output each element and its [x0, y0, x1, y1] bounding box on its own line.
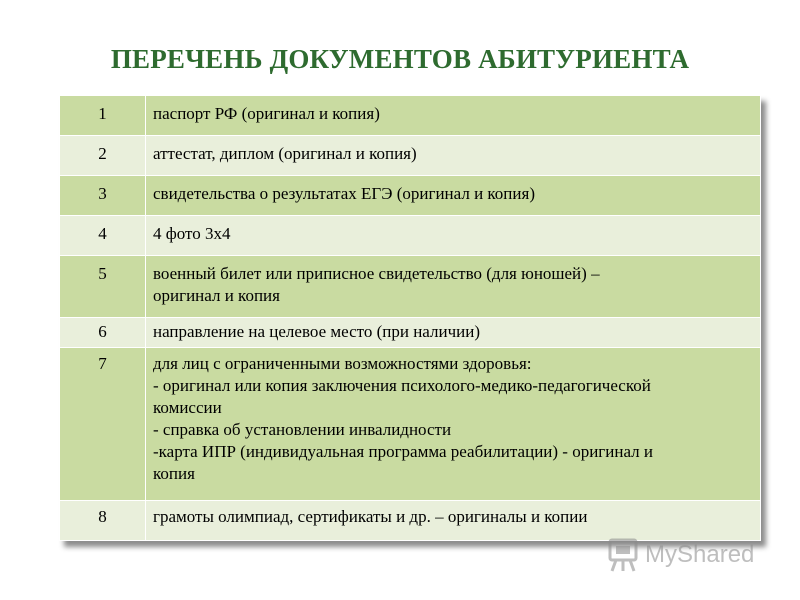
row-text-line: -карта ИПР (индивидуальная программа реабилитации) - оригинал и: [153, 442, 653, 461]
row-text-line: аттестат, диплом (оригинал и копия): [153, 144, 417, 163]
row-text: [146, 136, 761, 176]
row-text-line: 4 фото 3х4: [153, 224, 231, 243]
row-text-line: направление на целевое место (при наличии): [153, 322, 480, 341]
myshared-logo-icon: [607, 537, 641, 573]
row-text: [146, 256, 761, 318]
row-text: [146, 318, 761, 348]
table-row: [60, 136, 761, 176]
row-text: [146, 96, 761, 136]
row-number: 6: [60, 318, 146, 348]
row-number: 5: [60, 256, 146, 318]
row-number: 3: [60, 176, 146, 216]
table-row: [60, 256, 761, 318]
row-number: 4: [60, 216, 146, 256]
row-text: [146, 501, 761, 541]
row-text-line: - справка об установлении инвалидности: [153, 420, 452, 439]
row-text-line: паспорт РФ (оригинал и копия): [153, 104, 380, 123]
row-text: [146, 176, 761, 216]
table-row: [60, 96, 761, 136]
row-number: 8: [60, 501, 146, 541]
row-text-line: - оригинал или копия заключения психолого-медико-педагогической: [153, 376, 651, 395]
row-text: [146, 216, 761, 256]
row-number: 7: [60, 348, 146, 501]
table-row: [60, 318, 761, 348]
row-text-line: оригинал и копия: [153, 286, 280, 305]
myshared-watermark: [607, 537, 754, 573]
documents-table: [59, 95, 761, 541]
row-text-line: комиссии: [153, 398, 222, 417]
row-text-line: для лиц с ограниченными возможностями здоровья:: [153, 354, 532, 373]
table-row: [60, 216, 761, 256]
row-text-line: копия: [153, 464, 195, 483]
row-text-line: грамоты олимпиад, сертификаты и др. – оригиналы и копии: [153, 507, 588, 526]
row-number: 2: [60, 136, 146, 176]
table-row: [60, 501, 761, 541]
row-text: [146, 348, 761, 501]
table-row: [60, 348, 761, 501]
row-text-line: военный билет или приписное свидетельство (для юношей) –: [153, 264, 600, 283]
watermark-text: MyShared: [645, 541, 755, 568]
page-title: ПЕРЕЧЕНЬ ДОКУМЕНТОВ АБИТУРИЕНТА: [110, 44, 690, 74]
row-number: 1: [60, 96, 146, 136]
row-text-line: свидетельства о результатах ЕГЭ (оригинал и копия): [153, 184, 535, 203]
table-row: [60, 176, 761, 216]
